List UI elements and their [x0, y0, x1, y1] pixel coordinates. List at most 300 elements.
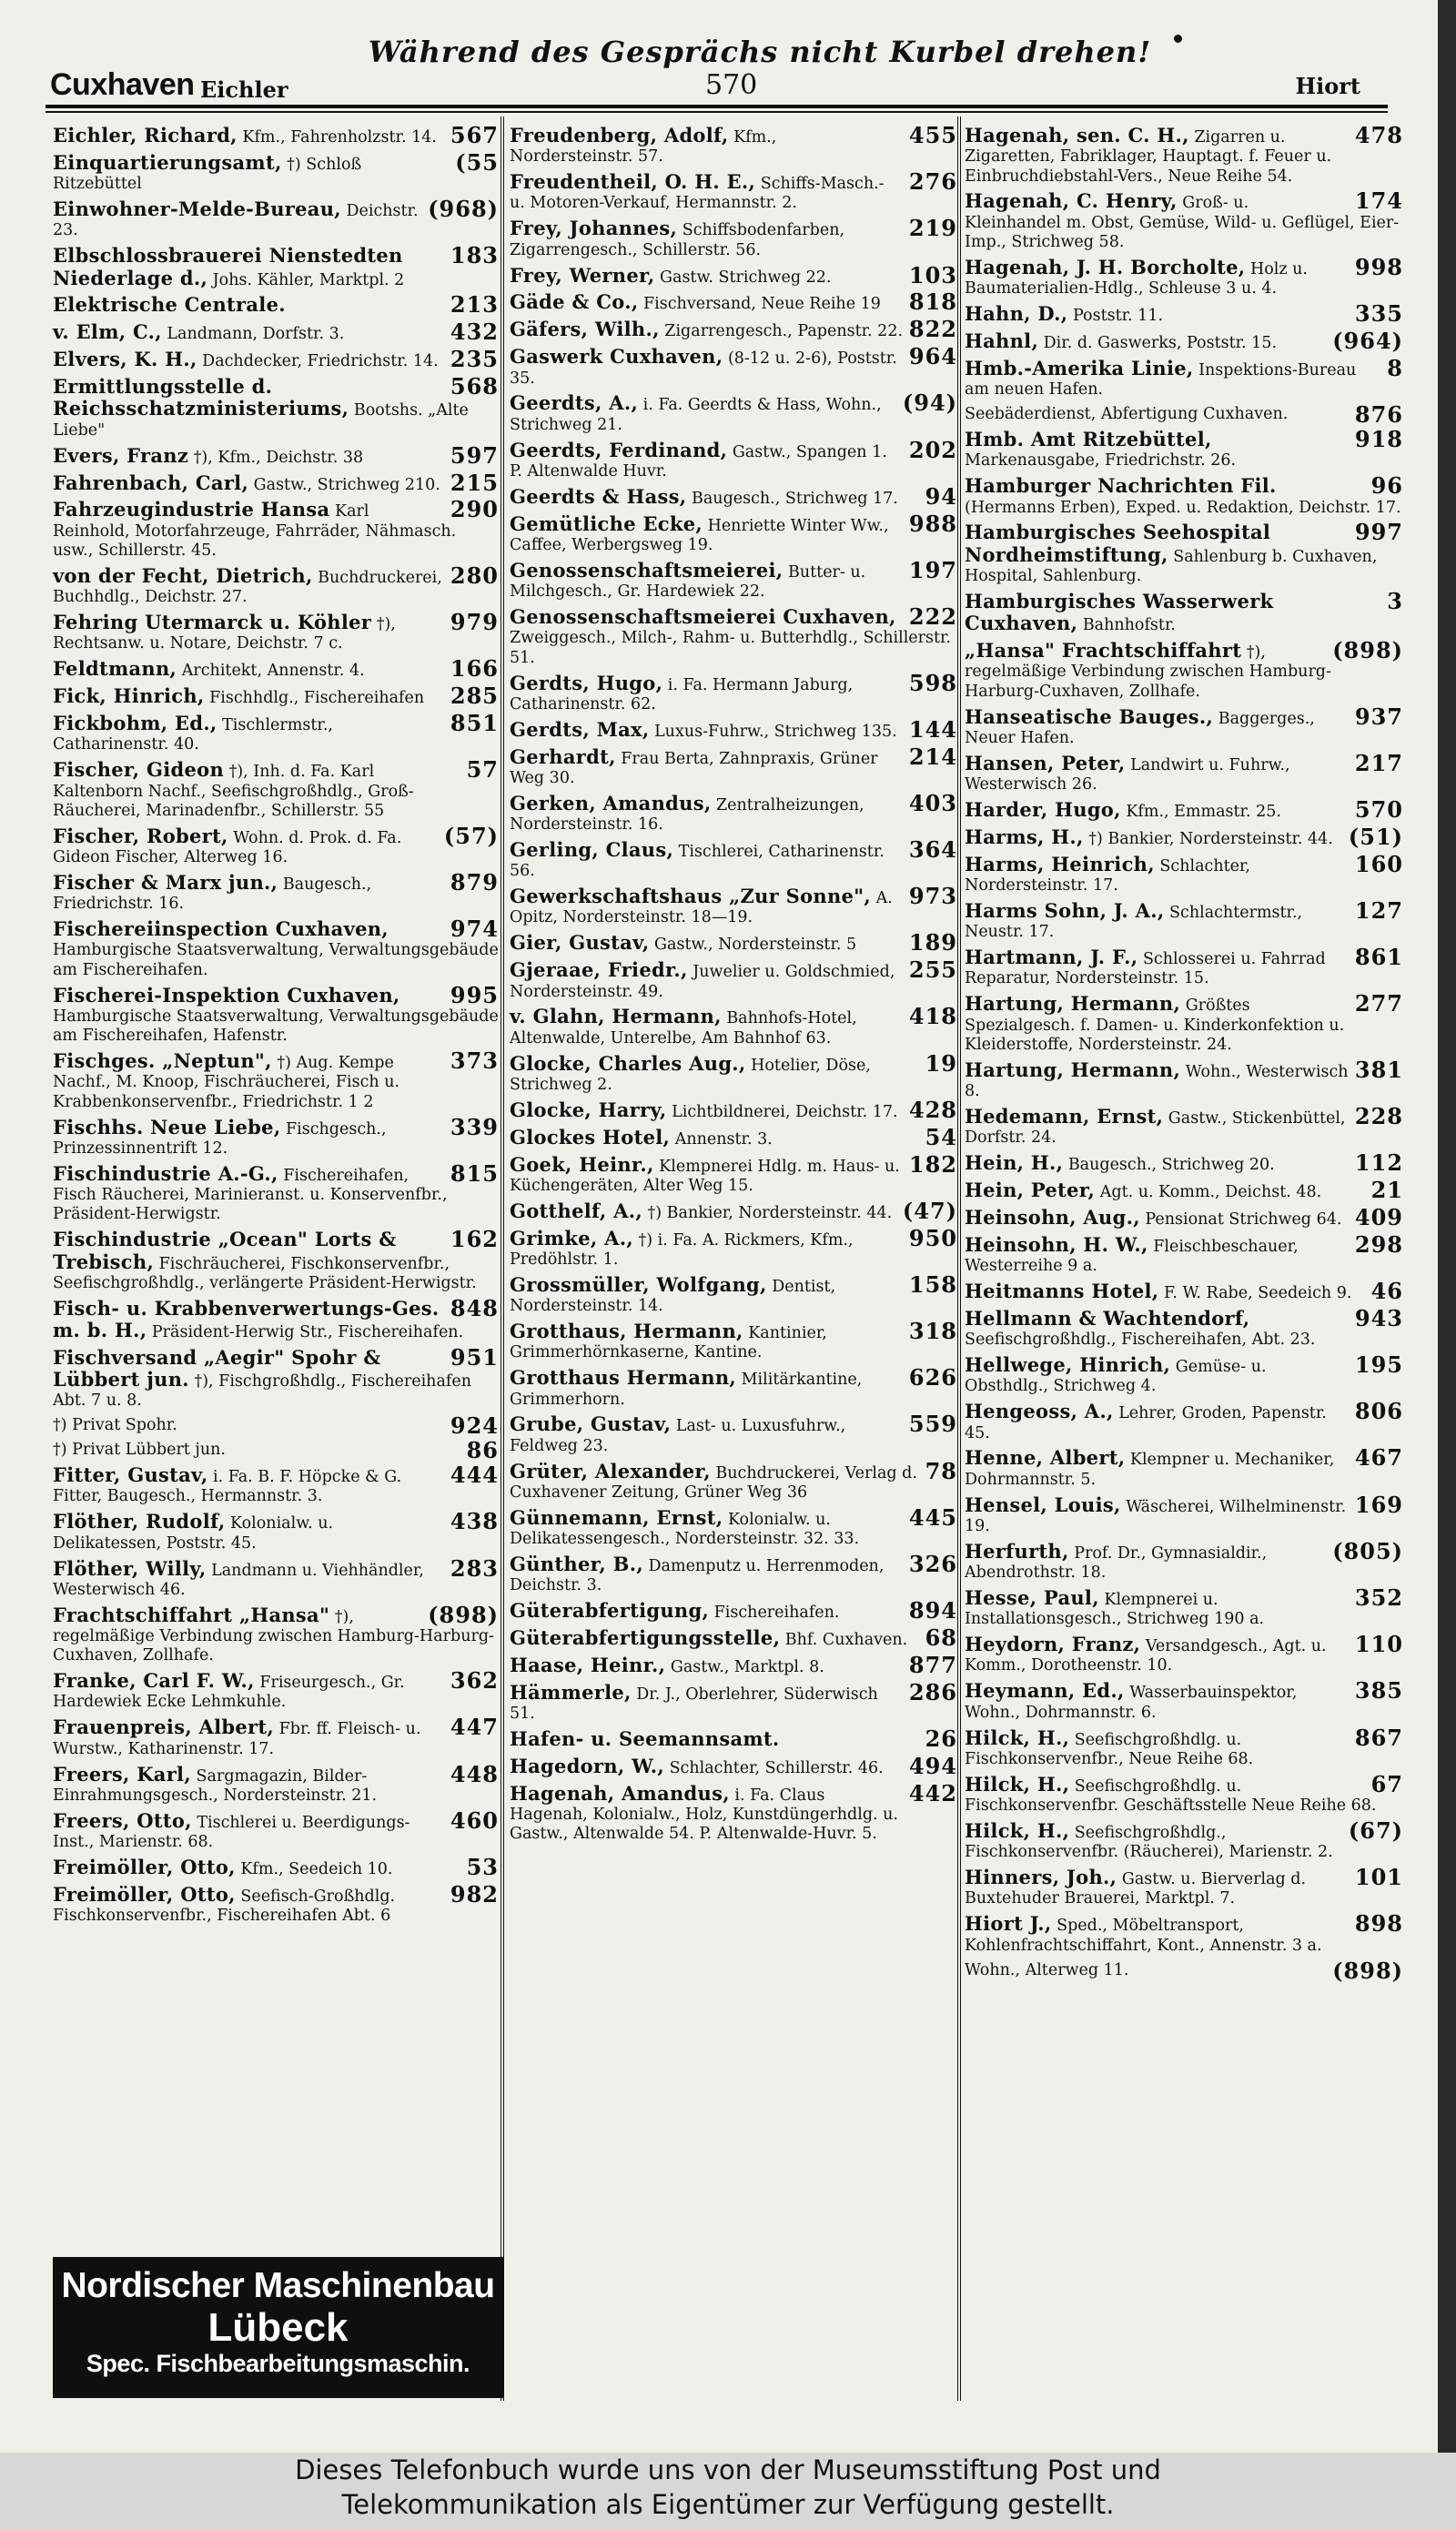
subscriber-name: Eichler, Richard, — [53, 124, 238, 147]
listing-entry — [53, 1294, 499, 1343]
phone-number: 626 — [908, 1364, 957, 1392]
subscriber-details: Hamburgische Staatsverwaltung, Verwaltungsgebäude am Fischereihafen, Hafenstr. — [53, 1007, 499, 1046]
phone-number: 174 — [1354, 187, 1403, 215]
listing-entry — [53, 981, 499, 1047]
phone-number: 988 — [908, 510, 957, 537]
subscriber-name: Elektrische Centrale. — [53, 293, 286, 317]
subscriber-name: Freudenberg, Adolf, — [510, 124, 729, 147]
subscriber-name: Günnemann, Ernst, — [510, 1505, 723, 1529]
subscriber-name: Gerken, Amandus, — [510, 791, 712, 815]
subscriber-name: Hafen- u. Seemannsamt. — [510, 1727, 780, 1751]
listing-entry — [965, 1864, 1403, 1909]
listing-entry — [510, 836, 957, 882]
subscriber-name: Gerdts, Hugo, — [510, 671, 663, 694]
subscriber-name: Harms, H., — [965, 825, 1084, 848]
phone-number: 86 — [466, 1437, 499, 1464]
listing-entry — [510, 1049, 957, 1096]
subscriber-name: v. Elm, C., — [53, 320, 162, 344]
subscriber-details: Kfm., Nordersteinstr. 57. — [510, 128, 777, 167]
listing-entry — [53, 916, 499, 980]
subscriber-details: Seefischgroßhdlg., Fischkonservenfbr. (Räucherei), Marienstr. 2. — [965, 1823, 1333, 1862]
subscriber-name: Fickbohm, Ed., — [53, 712, 217, 735]
subscriber-details: †) i. Fa. A. Rickmers, Kfm., Predöhlstr. 1. — [510, 1230, 854, 1269]
listing-entry — [53, 710, 499, 755]
subscriber-details: Bahnhofstr. — [1082, 616, 1176, 635]
subscriber-details: Deichstr. 23. — [53, 202, 419, 240]
listing-entry — [510, 1457, 957, 1503]
subscriber-details: Gastw. Strichweg 22. — [660, 268, 832, 287]
phone-number: 567 — [450, 122, 499, 148]
listing-entry — [53, 1462, 499, 1507]
subscriber-details: Sargmagazin, Bilder-Einrahmungsgesch., Nordersteinstr. 21. — [53, 1766, 378, 1805]
subscriber-details: Landmann, Dorfstr. 3. — [167, 325, 345, 344]
listing-entry — [53, 1880, 499, 1927]
phone-number: 570 — [1354, 795, 1403, 823]
subscriber-name: Elvers, K. H., — [53, 348, 197, 371]
listing-entry — [53, 1853, 499, 1880]
subscriber-details: Sped., Möbeltransport, Kohlenfrachtschiffahrt, Kont., Annenstr. 3 a. — [965, 1917, 1322, 1955]
phone-number: 335 — [1354, 300, 1403, 328]
phone-number: (968) — [428, 196, 499, 223]
subscriber-name: Gäfers, Wilh., — [510, 318, 660, 341]
listing-entry — [510, 1224, 957, 1270]
subscriber-name: Hinners, Joh., — [965, 1866, 1117, 1889]
phone-number: 447 — [450, 1714, 499, 1741]
subscriber-name: Hagenah, sen. C. H., — [965, 124, 1189, 147]
subscriber-details: Bootshs. „Alte Liebe" — [53, 401, 469, 440]
listing-entry — [965, 990, 1403, 1055]
listing-entry — [53, 373, 499, 440]
subscriber-details: Poststr. 11. — [1072, 307, 1164, 326]
subscriber-details: Kolonialw. u. Delikatessen, Poststr. 45. — [53, 1514, 334, 1553]
subscriber-name: Heydorn, Franz, — [965, 1633, 1141, 1656]
subscriber-details: Tischlermstr., Catharinenstr. 40. — [53, 716, 333, 754]
listing-entry — [510, 168, 957, 214]
phone-number: 364 — [908, 836, 957, 863]
subscriber-details: Damenputz u. Herrenmoden, Deichstr. 3. — [510, 1557, 885, 1595]
subscriber-name: Hagenah, Amandus, — [510, 1781, 730, 1805]
listing-entry — [965, 354, 1403, 400]
subscriber-name: Ermittlungsstelle d. Reichsschatzministeriums, — [53, 375, 349, 420]
phone-number: 214 — [908, 743, 957, 770]
subscriber-details: †), Rechtsanw. u. Notare, Deichstr. 7 c. — [53, 615, 396, 653]
subscriber-name: Frachtschiffahrt „Hansa" — [53, 1603, 330, 1626]
subscriber-name: Hengeoss, A., — [965, 1400, 1114, 1423]
subscriber-details: Dir. d. Gaswerks, Poststr. 15. — [1043, 334, 1278, 353]
subscriber-details: Gastw., Marktpl. 8. — [670, 1657, 824, 1676]
subscriber-details: Seefisch-Großhdlg. Fischkonservenfbr., Fischereihafen Abt. 6 — [53, 1887, 396, 1926]
subscriber-details: Lichtbildnerei, Deichstr. 17. — [672, 1102, 898, 1121]
subscriber-name: Grube, Gustav, — [510, 1412, 672, 1436]
subscriber-details: Last- u. Luxusfuhrw., Feldweg 23. — [510, 1417, 846, 1455]
phone-number: 298 — [1354, 1230, 1403, 1258]
subscriber-details: Henriette Winter Ww., Caffee, Werbergsweg 19. — [510, 516, 889, 554]
subscriber-details: Gastw. u. Bierverlag d. Buxtehuder Brauerei, Marktpl. 7. — [965, 1870, 1307, 1908]
subscriber-name: Glocke, Charles Aug., — [510, 1051, 746, 1075]
subscriber-details: Kfm., Fahrenholzstr. 14. — [242, 128, 437, 147]
footer-line-1: Dieses Telefonbuch wurde uns von der Museumsstiftung Post und — [295, 2454, 1161, 2485]
phone-number: 973 — [908, 883, 957, 910]
subscriber-name: Hamburgisches Wasserwerk Cuxhaven, — [965, 589, 1274, 635]
subscriber-name: Fischerei-Inspektion Cuxhaven, — [53, 983, 400, 1007]
listing-entry — [965, 1277, 1403, 1304]
subscriber-name: Hmb.-Amerika Linie, — [965, 356, 1194, 380]
subscriber-details: †) Schloß Ritzebüttel — [53, 155, 362, 194]
phone-number: 861 — [1354, 944, 1403, 971]
phone-number: 158 — [908, 1270, 957, 1298]
phone-number: 67 — [1370, 1770, 1403, 1797]
subscriber-details: Gastw., Nordersteinstr. 5 — [654, 936, 857, 955]
subscriber-details: Schlachter, Schillerstr. 46. — [669, 1758, 884, 1777]
subscriber-name: Gerhardt, — [510, 744, 616, 768]
listing-entry — [53, 1508, 499, 1553]
subscriber-name: Glockes Hotel, — [510, 1125, 671, 1149]
subscriber-details: Butter- u. Milchgesch., Gr. Hardewiek 22. — [510, 562, 866, 602]
listing-entry — [53, 469, 499, 496]
subscriber-name: Hagedorn, W., — [510, 1754, 664, 1777]
phone-number: 326 — [908, 1551, 957, 1577]
header-first-name: Eichler — [200, 76, 288, 103]
subscriber-name: Genossenschaftsmeierei Cuxhaven, — [510, 605, 896, 629]
subscriber-name: Gerling, Claus, — [510, 838, 674, 861]
phone-number: 951 — [450, 1343, 499, 1371]
subscriber-name: Evers, Franz — [53, 443, 189, 467]
listing-entry — [510, 1364, 957, 1410]
subscriber-details: Markenausgabe, Friedrichstr. 26. — [965, 451, 1237, 471]
subscriber-details: Schlachter, Nordersteinstr. 17. — [965, 856, 1250, 895]
subscriber-name: Geerdts, A., — [510, 391, 639, 415]
subscriber-details: Größtes Spezialgesch. f. Damen- u. Kinderkonfektion u. Kleiderstoffe, Nordersteinstr. 24. — [965, 997, 1345, 1054]
subscriber-details: Gastw., Strichweg 210. — [253, 475, 440, 494]
phone-number: 160 — [1354, 850, 1403, 877]
listing-entry — [510, 390, 957, 435]
listing-entry — [53, 291, 499, 319]
listing-entry — [965, 1102, 1403, 1149]
phone-number: 467 — [1354, 1444, 1403, 1472]
phone-number: 213 — [450, 291, 499, 319]
phone-number: 894 — [908, 1597, 957, 1624]
page-number: 570 — [705, 69, 758, 101]
listing-entry — [965, 1398, 1403, 1443]
phone-number: 54 — [925, 1123, 957, 1150]
phone-number: 418 — [908, 1003, 957, 1030]
listing-entry — [53, 1714, 499, 1759]
listing-entry — [965, 587, 1403, 636]
subscriber-details: Fleischbeschauer, Westerreihe 9 a. — [965, 1237, 1299, 1276]
subscriber-name: Fischges. „Neptun", — [53, 1049, 272, 1073]
listing-entry — [53, 122, 499, 148]
subscriber-name: Günther, B., — [510, 1553, 643, 1575]
listing-entry — [53, 1554, 499, 1601]
subscriber-details: Dr. J., Oberlehrer, Süderwisch 51. — [510, 1685, 878, 1724]
subscriber-details: Hotelier, Döse, Strichweg 2. — [510, 1056, 871, 1094]
subscriber-name: von der Fecht, Dietrich, — [53, 563, 313, 587]
listing-entry — [510, 316, 957, 343]
subscriber-details: Kantinier, Grimmerhörnkaserne, Kantine. — [510, 1324, 827, 1362]
phone-number: 998 — [1354, 253, 1403, 280]
subscriber-name: Einquartierungsamt, — [53, 150, 282, 174]
subscriber-details: Pensionat Strichweg 64. — [1145, 1209, 1342, 1229]
listing-entry — [965, 1957, 1403, 1984]
listing-entry — [510, 1197, 957, 1224]
listing-entry — [510, 288, 957, 316]
subscriber-name: Heinsohn, Aug., — [965, 1205, 1140, 1229]
phone-number: 918 — [1354, 426, 1403, 453]
phone-number: 285 — [450, 683, 499, 710]
subscriber-details: Baugesch., Strichweg 20. — [1067, 1156, 1275, 1175]
subscriber-name: Fick, Hinrich, — [53, 684, 205, 708]
listing-entry — [510, 122, 957, 167]
phone-number: 806 — [1354, 1398, 1403, 1425]
subscriber-name: Hanseatische Bauges., — [965, 704, 1214, 728]
subscriber-name: Grossmüller, Wolfgang, — [510, 1272, 767, 1296]
subscriber-details: Gemüse- u. Obsthdlg., Strichweg 4. — [965, 1358, 1267, 1396]
subscriber-name: Henne, Albert, — [965, 1446, 1126, 1470]
listing-entry — [53, 1412, 499, 1440]
subscriber-name: Heitmanns Hotel, — [965, 1279, 1159, 1302]
listing-entry — [53, 496, 499, 561]
subscriber-details: Gastw., Spangen 1. P. Altenwalde Huvr. — [510, 442, 887, 481]
listing-entry — [510, 261, 957, 288]
subscriber-details: Prof. Dr., Gymnasialdir., Abendrothstr. 18. — [965, 1543, 1268, 1583]
phone-number: 815 — [450, 1159, 499, 1187]
subscriber-details: Schlachtermstr., Neustr. 17. — [965, 903, 1303, 942]
listing-entry — [965, 944, 1403, 989]
listing-entry — [965, 795, 1403, 823]
subscriber-name: v. Glahn, Hermann, — [510, 1005, 722, 1028]
listing-entry — [53, 242, 499, 290]
phone-number: 974 — [450, 916, 499, 943]
phone-number: 428 — [908, 1096, 957, 1123]
phone-number: 442 — [908, 1779, 957, 1806]
listing-entry — [965, 401, 1403, 429]
subscriber-name: Einwohner-Melde-Bureau, — [53, 197, 341, 221]
listing-entry — [510, 1624, 957, 1652]
subscriber-details: Baugesch., Strichweg 17. — [692, 489, 898, 508]
listing-entry — [965, 1230, 1403, 1277]
subscriber-name: „Hansa" Frachtschiffahrt — [965, 639, 1242, 663]
phone-number: 352 — [1354, 1584, 1403, 1611]
subscriber-name: Haase, Heinr., — [510, 1653, 666, 1676]
phone-number: 101 — [1354, 1864, 1403, 1891]
phone-number: 183 — [450, 242, 499, 269]
subscriber-details: †) Aug. Kempe Nachf., M. Knoop, Fischräucherei, Fisch u. Krabbenkonservenfbr., Friedrichstr. 1 2 — [53, 1054, 400, 1111]
subscriber-name: Gäde & Co., — [510, 290, 639, 314]
subscriber-name: Güterabfertigungsstelle, — [510, 1626, 781, 1650]
phone-number: 362 — [450, 1667, 499, 1695]
subscriber-details: Sahlenburg b. Cuxhaven, Hospital, Sahlenburg. — [965, 547, 1378, 585]
phone-number: 876 — [1354, 401, 1403, 429]
subscriber-details: Seefischgroßhdlg., Fischereihafen, Abt. 23. — [965, 1331, 1316, 1350]
subscriber-name: Hein, Peter, — [965, 1179, 1096, 1202]
listing-entry — [965, 1584, 1403, 1630]
subscriber-name: Harder, Hugo, — [965, 797, 1121, 821]
phone-number: 189 — [908, 929, 957, 956]
listing-entry — [965, 1351, 1403, 1397]
listing-entry — [965, 703, 1403, 749]
subscriber-details: (Hermanns Erben), Exped. u. Redaktion, Deichstr. 17. — [965, 498, 1401, 517]
subscriber-name: Glocke, Harry, — [510, 1098, 667, 1121]
listing-entry — [53, 1047, 499, 1112]
phone-number: 286 — [908, 1678, 957, 1705]
phone-number: 598 — [908, 669, 957, 696]
phone-number: 276 — [908, 168, 957, 196]
listing-entry — [965, 328, 1403, 355]
phone-number: (805) — [1332, 1537, 1403, 1564]
subscriber-details: Baugesch., Friedrichstr. 16. — [53, 875, 372, 914]
phone-number: 924 — [450, 1412, 499, 1440]
phone-number: 460 — [450, 1806, 499, 1834]
subscriber-details: †) Privat Lübbert jun. — [53, 1441, 226, 1460]
subscriber-details: Zigarrengesch., Papenstr. 22. — [664, 322, 904, 341]
phone-number: 997 — [1354, 519, 1403, 546]
phone-number: 373 — [450, 1047, 499, 1075]
subscriber-details: Klempner u. Mechaniker, Dohrmannstr. 5. — [965, 1451, 1335, 1489]
subscriber-name: Hesse, Paul, — [965, 1586, 1099, 1609]
subscriber-name: Grüter, Alexander, — [510, 1459, 711, 1483]
subscriber-details: Präsident-Herwig Str., Fischereihafen. — [151, 1322, 464, 1341]
subscriber-name: Hahnl, — [965, 329, 1039, 353]
phone-number: 166 — [450, 655, 499, 683]
subscriber-details: Architekt, Annenstr. 4. — [181, 662, 365, 681]
ad-tagline: Spec. Fischbearbeitungsmaschin. — [86, 2350, 470, 2377]
phone-number: 409 — [1354, 1203, 1403, 1230]
page-edge-shadow — [1438, 0, 1456, 2453]
subscriber-name: Genossenschaftsmeierei, — [510, 558, 784, 582]
phone-number: 432 — [450, 319, 499, 346]
museum-credit-footer — [0, 2453, 1456, 2530]
phone-number: (964) — [1332, 328, 1403, 355]
listing-entry — [53, 1760, 499, 1806]
phone-number: 937 — [1354, 703, 1403, 730]
listing-entry — [510, 1123, 957, 1150]
listing-entry — [965, 1056, 1403, 1102]
phone-number: 403 — [908, 789, 957, 816]
listing-entry — [965, 1304, 1403, 1351]
listing-entry — [510, 1270, 957, 1317]
phone-number: 26 — [925, 1725, 957, 1753]
phone-number: 851 — [450, 710, 499, 737]
subscriber-name: Frey, Johannes, — [510, 217, 678, 240]
phone-number: 822 — [908, 316, 957, 343]
listing-entry — [965, 1177, 1403, 1204]
subscriber-name: Hein, H., — [965, 1151, 1064, 1175]
subscriber-details: Lehrer, Groden, Papenstr. 45. — [965, 1404, 1327, 1442]
phone-number: 19 — [925, 1049, 957, 1077]
listing-entry — [510, 1411, 957, 1456]
subscriber-details: Hamburgische Staatsverwaltung, Verwaltungsgebäude am Fischereihafen. — [53, 941, 499, 979]
phone-number: 867 — [1354, 1724, 1403, 1751]
subscriber-name: Hilck, H., — [965, 1818, 1070, 1842]
phone-number: 879 — [450, 868, 499, 896]
subscriber-details: F. W. Rabe, Seedeich 9. — [1163, 1283, 1352, 1302]
phone-number: 110 — [1354, 1631, 1403, 1658]
listing-entry — [510, 603, 957, 668]
subscriber-name: Hensel, Louis, — [965, 1493, 1121, 1516]
phone-number: 94 — [925, 482, 957, 510]
phone-number: 202 — [908, 436, 957, 463]
subscriber-details: Landwirt u. Fuhrw., Westerwisch 26. — [965, 755, 1290, 794]
subscriber-details: Fbr. ff. Fleisch- u. Wurstw., Katharinenstr. 17. — [53, 1720, 421, 1758]
listing-entry — [53, 346, 499, 373]
subscriber-name: Fischer & Marx jun., — [53, 870, 278, 894]
listing-entry — [510, 1096, 957, 1123]
subscriber-details: Zentralheizungen, Nordersteinstr. 16. — [510, 795, 864, 835]
listing-entry — [53, 1806, 499, 1853]
phone-number: 494 — [908, 1752, 957, 1779]
phone-number: (898) — [1332, 637, 1403, 664]
subscriber-details: Friseurgesch., Gr. Hardewiek Ecke Lehmkuhle. — [53, 1674, 405, 1712]
subscriber-name: Heinsohn, H. W., — [965, 1232, 1148, 1256]
phone-number: 57 — [466, 756, 499, 784]
subscriber-name: Hilck, H., — [965, 1725, 1070, 1749]
phone-number: 280 — [450, 562, 499, 589]
subscriber-name: Hartung, Hermann, — [965, 992, 1181, 1016]
subscriber-name: Geerdts & Hass, — [510, 484, 687, 508]
phone-number: 848 — [450, 1294, 499, 1321]
ad-company: Nordischer Maschinenbau — [61, 2266, 495, 2305]
subscriber-name: Grotthaus, Hermann, — [510, 1320, 743, 1343]
phone-number: 96 — [1370, 472, 1403, 500]
listing-entry — [53, 562, 499, 608]
listing-entry — [510, 789, 957, 835]
listing-entry — [510, 715, 957, 743]
subscriber-details: Fischereihafen. — [713, 1604, 840, 1623]
listing-entry — [965, 1444, 1403, 1490]
subscriber-name: Hahn, D., — [965, 302, 1068, 326]
listing-entry — [53, 1667, 499, 1713]
listing-entry — [510, 343, 957, 389]
listing-entry — [510, 1150, 957, 1197]
phone-number: 339 — [450, 1113, 499, 1140]
listing-entry — [510, 956, 957, 1002]
subscriber-name: Herfurth, — [965, 1539, 1069, 1563]
listing-entry — [510, 929, 957, 956]
listing-entry — [510, 1779, 957, 1845]
column-divider — [500, 116, 504, 2401]
footer-line-2: Telekommunikation als Eigentümer zur Verfügung gestellt. — [341, 2489, 1115, 2520]
phone-number: 559 — [908, 1411, 957, 1438]
listing-entry — [53, 609, 499, 654]
subscriber-details: Frau Berta, Zahnpraxis, Grüner Weg 30. — [510, 749, 878, 787]
phone-number: 46 — [1370, 1277, 1403, 1304]
subscriber-name: Hiort J., — [965, 1912, 1052, 1936]
listing-entry — [53, 756, 499, 821]
subscriber-name: Hilck, H., — [965, 1772, 1070, 1796]
subscriber-name: Gaswerk Cuxhaven, — [510, 345, 723, 369]
subscriber-name: Harms, Heinrich, — [965, 852, 1155, 875]
listing-entry — [965, 472, 1403, 518]
subscriber-details: i. Fa. B. F. Höpcke & G. Fitter, Baugesch., Hermannstr. 3. — [53, 1468, 402, 1506]
subscriber-name: Hellwege, Hinrich, — [965, 1353, 1171, 1377]
subscriber-details: Klempnerei Hdlg. m. Haus- u. Küchengeräten, Alter Weg 15. — [510, 1157, 900, 1195]
subscriber-details: Dachdecker, Friedrichstr. 14. — [202, 352, 439, 371]
phone-number: 385 — [1354, 1677, 1403, 1705]
subscriber-details: Fischgesch., Prinzessinnentrift 12. — [53, 1119, 387, 1158]
phone-number: 235 — [450, 346, 499, 373]
header-rule-thin — [46, 111, 1388, 113]
subscriber-name: Frey, Werner, — [510, 263, 655, 287]
phone-number: 222 — [908, 603, 957, 631]
subscriber-details: Dentist, Nordersteinstr. 14. — [510, 1277, 836, 1316]
listing-entry — [965, 122, 1403, 187]
phone-number: (57) — [443, 822, 499, 849]
phone-number: 228 — [1354, 1102, 1403, 1129]
phone-number: 162 — [450, 1226, 499, 1253]
listing-entry — [965, 519, 1403, 586]
phone-number: 478 — [1354, 122, 1403, 148]
phone-number: 197 — [908, 556, 957, 583]
